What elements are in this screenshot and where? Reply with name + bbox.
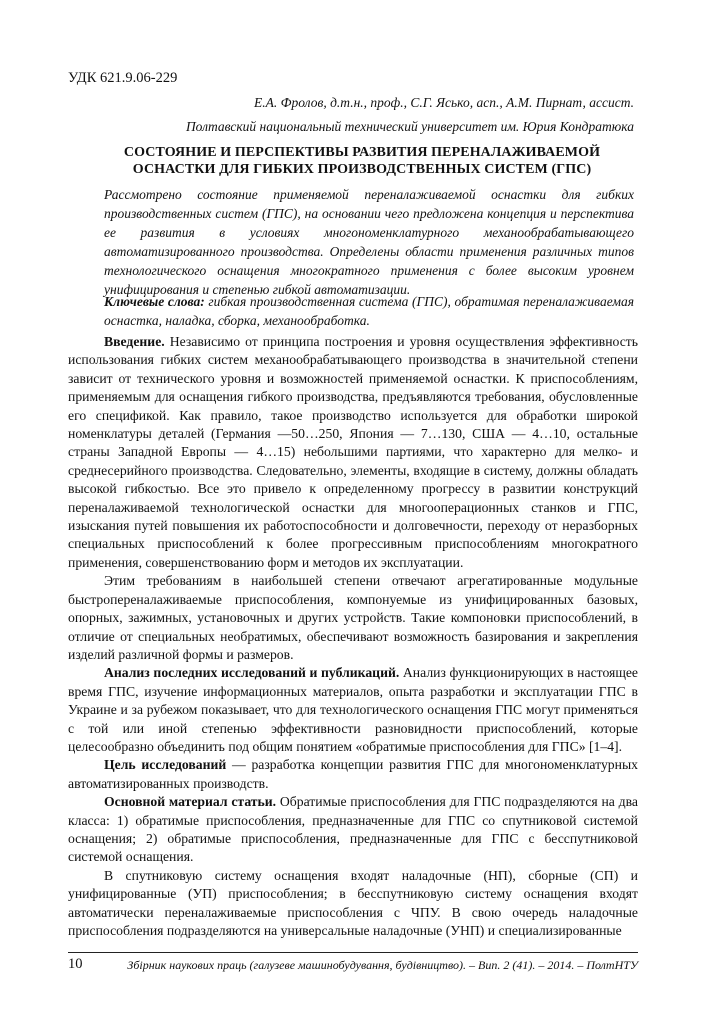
introduction-heading: Введение. <box>104 334 165 349</box>
paragraph-analysis <box>68 664 638 756</box>
footer-divider <box>68 952 638 953</box>
udk-code: УДК 621.9.06-229 <box>68 70 178 86</box>
paper-title <box>96 144 628 178</box>
paragraph-main-material <box>68 793 638 867</box>
title-line-1: СОСТОЯНИЕ И ПЕРСПЕКТИВЫ РАЗВИТИЯ ПЕРЕНАЛАЖИВАЕМОЙ <box>123 145 601 160</box>
paragraph-satellite-system: В спутниковую систему оснащения входят наладочные (НП), сборные (СП) и унифицированные (УП) приспособления; в бесспутниковую систему оснащения входят автоматически переналаживаемые приспособления с ЧПУ. В свою очередь наладочные приспособления подразделяются на универсальные наладочные (УНП) и специализированные <box>68 867 638 938</box>
body-text <box>68 333 638 940</box>
affiliation-line: Полтавский национальный технический университет им. Юрия Кондратюка <box>185 119 634 134</box>
paragraph-goal <box>68 756 638 793</box>
journal-footer: Збірник наукових праць (галузеве машинобудування, будівництво). – Вип. 2 (41). – 2014. – ПолтНТУ <box>127 958 638 972</box>
keywords-text: гибкая производственная система (ГПС), обратимая переналаживаемая оснастка, наладка, сборка, механообработка. <box>104 294 634 328</box>
title-line-2: ОСНАСТКИ ДЛЯ ГИБКИХ ПРОИЗВОДСТВЕННЫХ СИСТЕМ (ГПС) <box>132 162 592 177</box>
main-material-text: Обратимые приспособления для ГПС подразделяются на два класса: 1) обратимые приспособления, предназначенные для ГПС со спутниковой системой оснащения; 2) обратимые приспособления, предназначенные для ГПС с бесспутниковой системой оснащения. <box>68 794 638 865</box>
introduction-text: Независимо от принципа построения и уровня осуществления эффективность использования гибких систем механообрабатывающего производства в значительной степени зависит от технического уровня и возможностей применяемой оснастки. К приспособлениям, применяемым для оснащения гибкого производства, предъявляются требования, обусловленные его спецификой. Как правило, такое производство используется для обработки широкой номенклатуры деталей (Германия —50…250, Япония — 7…130, США — 4…10, остальные страны Западной Европы — 4…15) небольшими партиями, что характерно для мелко- и среднесерийного производства. Следовательно, элементы, входящие в систему, должны обладать высокой гибкостью. Все это привело к определенному прогрессу в развитии конструкций переналаживаемой технологической оснастки для многооперационных станков и ГПС, изыскания путей повышения их работоспособности и долговечности, переходу от неразборных специальных приспособлений к более прогрессивным приспособлениям многократного применения, совершенствованию форм и методов их эксплуатации. <box>68 334 639 570</box>
main-material-heading: Основной материал статьи. <box>104 794 277 810</box>
page-number: 10 <box>68 956 83 972</box>
authors-line: Е.А. Фролов, д.т.н., проф., С.Г. Ясько, асп., А.М. Пирнат, ассист. <box>254 95 634 110</box>
abstract: Рассмотрено состояние применяемой переналаживаемой оснастки для гибких производственных систем (ГПС), на основании чего предложена концепция и перспектива ее развития в условиях многономенклатурного механообрабатывающего автоматизированного производства. Определены области применения различных типов технологического оснащения многократного применения с более высоким уровнем унифицирования и степенью гибкой автоматизации. <box>104 187 634 297</box>
goal-text: — разработка концепции развития ГПС для многономенклатурных автоматизированных производств. <box>68 757 639 791</box>
analysis-text: Анализ функционирующих в настоящее время ГПС, изучение информационных материалов, опыта разработки и эксплуатации ГПС в Украине и за рубежом показывает, что для технологического оснащения ГПС могут применяться с той или иной степенью эффективности разновидности приспособлений, которые целесообразно объединить под общим понятием «обратимые приспособления для ГПС» [1–4]. <box>68 665 639 754</box>
goal-heading: Цель исследований <box>104 757 227 773</box>
paragraph-introduction <box>68 333 638 572</box>
keywords <box>104 292 634 330</box>
paragraph-requirements: Этим требованиям в наибольшей степени отвечают агрегатированные модульные быстропереналаживаемые приспособления, компонуемые из унифицированных базовых, опорных, зажимных, установочных и других устройств. Такие компоновки приспособлений, в отличие от специальных необратимых, обеспечивают возможность базирования и закрепления изделий различной формы и размеров. <box>68 573 638 662</box>
analysis-heading: Анализ последних исследований и публикаций. <box>104 665 400 681</box>
keywords-label: Ключевые слова: <box>104 294 205 309</box>
